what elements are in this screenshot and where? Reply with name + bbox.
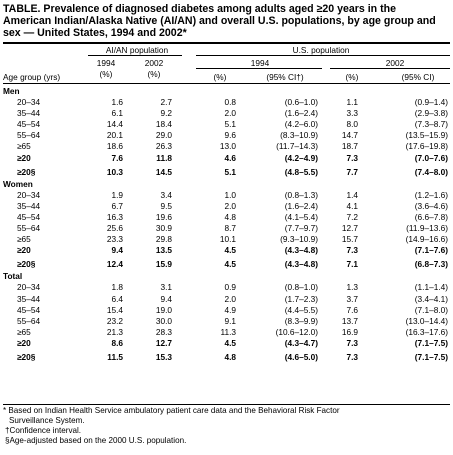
us-2002-year: 2002 xyxy=(385,58,405,68)
table-cell: 8.0 xyxy=(346,119,358,130)
footnote-dagger: †Confidence interval. xyxy=(5,426,82,435)
table-cell: 3.3 xyxy=(346,108,358,119)
table-cell: (0.9–1.4) xyxy=(414,97,448,107)
table-cell: 0.8 xyxy=(224,97,236,107)
table-cell: 26.3 xyxy=(155,141,172,152)
row-age-label: 35–44 xyxy=(17,293,41,304)
table-cell: (14.9–16.6) xyxy=(405,234,448,245)
footnote-section: §Age-adjusted based on the 2000 U.S. population. xyxy=(5,436,187,445)
table-cell: (0.6–1.0) xyxy=(284,97,318,107)
table-cell: 10.1 xyxy=(219,234,236,245)
table-cell: (9.3–10.9) xyxy=(280,234,318,245)
table-cell: (8.3–10.9) xyxy=(280,130,318,141)
table-cell: 16.9 xyxy=(341,326,358,337)
table-cell: (7.1–7.5) xyxy=(414,337,448,348)
us-2002-pct: (%) xyxy=(345,72,359,82)
table-cell: 4.9 xyxy=(224,304,236,315)
section-heading: Women xyxy=(3,178,33,189)
row-age-label: ≥20 xyxy=(17,152,31,163)
table-cell: (7.1–7.5) xyxy=(414,352,448,362)
table-cell: 1.3 xyxy=(346,282,358,293)
title-line-2: American Indian/Alaska Native (AI/AN) and overall U.S. populations, by age group and xyxy=(3,15,436,27)
table-cell: 1.4 xyxy=(346,189,358,200)
table-cell: 5.1 xyxy=(224,166,236,177)
table-cell: (16.3–17.6) xyxy=(405,326,448,337)
row-age-label: 20–34 xyxy=(17,189,41,200)
top-rule xyxy=(3,42,450,44)
table-cell: 28.3 xyxy=(155,326,172,337)
table-cell: 25.6 xyxy=(106,223,123,233)
table-cell: 14.7 xyxy=(341,130,358,141)
table-cell: 7.7 xyxy=(346,166,358,177)
bottom-rule xyxy=(3,404,450,405)
row-age-label: ≥20§ xyxy=(17,352,36,362)
table-cell: 0.9 xyxy=(224,282,236,293)
table-cell: 19.6 xyxy=(155,211,172,222)
table-cell: (17.6–19.8) xyxy=(405,141,448,152)
row-age-label: 35–44 xyxy=(17,108,41,119)
table-cell: 29.0 xyxy=(155,130,172,141)
table-cell: 29.8 xyxy=(155,234,172,245)
aian-population-header: AI/AN population xyxy=(105,45,169,55)
table-cell: 2.0 xyxy=(224,200,236,211)
table-cell: 8.6 xyxy=(111,337,123,348)
table-cell: 13.5 xyxy=(155,245,172,256)
table-cell: 2.0 xyxy=(224,293,236,304)
table-cell: (10.6–12.0) xyxy=(275,326,318,337)
footnote-star-1: * Based on Indian Health Service ambulatory patient care data and the Behavioral Risk Factor xyxy=(3,406,340,415)
table-cell: (1.7–2.3) xyxy=(284,293,318,304)
footnote-star-2: Surveillance System. xyxy=(9,416,85,425)
row-age-label: 45–54 xyxy=(17,211,41,222)
row-age-label: ≥20 xyxy=(17,337,31,348)
table-cell: 7.3 xyxy=(346,245,358,256)
table-cell: 21.3 xyxy=(106,326,123,337)
table-cell: (11.7–14.3) xyxy=(276,141,318,152)
table-cell: 19.0 xyxy=(155,304,172,315)
table-cell: 6.4 xyxy=(111,293,123,304)
row-age-label: 55–64 xyxy=(17,130,41,141)
us-2002-rule xyxy=(330,68,450,69)
table-cell: (7.4–8.0) xyxy=(414,166,448,177)
table-cell: 7.1 xyxy=(346,259,358,270)
table-cell: (4.8–5.5) xyxy=(284,166,318,177)
row-age-label: 20–34 xyxy=(17,97,41,107)
table-cell: 1.9 xyxy=(111,189,123,200)
table-cell: (4.1–5.4) xyxy=(284,211,318,222)
us-1994-rule xyxy=(196,68,322,69)
table-cell: (7.0–7.6) xyxy=(414,152,448,163)
table-cell: 4.5 xyxy=(224,337,236,348)
table-cell: 15.7 xyxy=(341,234,358,245)
row-age-label: ≥20§ xyxy=(17,259,36,270)
table-cell: 15.4 xyxy=(106,304,123,315)
table-cell: 3.1 xyxy=(160,282,172,293)
table-cell: (7.3–8.7) xyxy=(414,119,448,130)
table-cell: 9.5 xyxy=(160,200,172,211)
table-cell: (1.6–2.4) xyxy=(284,200,318,211)
table-cell: 2.7 xyxy=(160,97,172,107)
table-cell: (11.9–13.6) xyxy=(406,223,448,233)
aian-2002-pct: (%) xyxy=(147,69,161,79)
row-age-label: 35–44 xyxy=(17,200,41,211)
table-cell: 5.1 xyxy=(224,119,236,130)
table-cell: 4.5 xyxy=(224,259,236,270)
title-line-3: sex — United States, 1994 and 2002* xyxy=(3,27,187,39)
row-age-label: 45–54 xyxy=(17,119,41,130)
row-age-label: 55–64 xyxy=(17,223,41,233)
table-cell: 15.3 xyxy=(155,352,172,362)
table-cell: 20.1 xyxy=(106,130,123,141)
aian-1994-year: 1994 xyxy=(96,58,116,68)
aian-2002-year: 2002 xyxy=(144,58,164,68)
table-cell: 11.8 xyxy=(156,152,172,163)
table-cell: (2.9–3.8) xyxy=(414,108,448,119)
table-cell: 8.7 xyxy=(224,223,236,233)
table-cell: 4.1 xyxy=(346,200,358,211)
table-cell: 12.7 xyxy=(155,337,172,348)
table-cell: 12.7 xyxy=(341,223,358,233)
aian-1994-pct: (%) xyxy=(99,69,113,79)
table-cell: 14.4 xyxy=(106,119,123,130)
table-cell: 1.0 xyxy=(224,189,236,200)
table-cell: 11.3 xyxy=(220,326,236,337)
table-cell: (3.6–4.6) xyxy=(414,200,448,211)
us-header-rule xyxy=(196,55,450,56)
table-cell: 7.6 xyxy=(111,152,123,163)
table-cell: 16.3 xyxy=(106,211,123,222)
table-cell: 14.5 xyxy=(155,166,172,177)
table-cell: (6.6–7.8) xyxy=(414,211,448,222)
table-cell: 23.3 xyxy=(106,234,123,245)
table-cell: (7.1–7.6) xyxy=(414,245,448,256)
table-cell: 7.3 xyxy=(346,337,358,348)
section-heading: Men xyxy=(3,86,20,96)
table-cell: 3.4 xyxy=(160,189,172,200)
table-cell: 23.2 xyxy=(106,315,123,326)
table-cell: (13.5–15.9) xyxy=(405,130,448,141)
table-cell: (4.3–4.8) xyxy=(284,259,318,270)
table-cell: (3.4–4.1) xyxy=(414,293,448,304)
table-cell: (4.2–6.0) xyxy=(284,119,318,130)
table-cell: 13.7 xyxy=(341,315,358,326)
table-cell: 4.8 xyxy=(224,211,236,222)
us-1994-year: 1994 xyxy=(250,58,270,68)
table-cell: (8.3–9.9) xyxy=(284,315,318,326)
table-cell: (7.1–8.0) xyxy=(414,304,448,315)
table-cell: 4.6 xyxy=(224,152,236,163)
age-group-header: Age group (yrs) xyxy=(3,72,61,82)
us-1994-pct: (%) xyxy=(213,72,227,82)
table-cell: (1.6–2.4) xyxy=(284,108,318,119)
row-age-label: ≥20§ xyxy=(17,166,36,177)
table-cell: 9.2 xyxy=(160,108,172,119)
row-age-label: ≥65 xyxy=(17,326,31,337)
row-age-label: 45–54 xyxy=(17,304,41,315)
row-age-label: 55–64 xyxy=(17,315,41,326)
table-cell: 7.2 xyxy=(346,211,358,222)
table-cell: 1.6 xyxy=(111,97,123,107)
title-line-1: TABLE. Prevalence of diagnosed diabetes among adults aged ≥20 years in the xyxy=(3,3,396,15)
table-cell: (7.7–9.7) xyxy=(284,223,318,233)
table-cell: 30.9 xyxy=(155,223,172,233)
section-heading: Total xyxy=(3,271,23,282)
row-age-label: ≥65 xyxy=(17,141,31,152)
table-cell: 9.4 xyxy=(111,245,123,256)
table-cell: (6.8–7.3) xyxy=(414,259,448,270)
table-cell: (13.0–14.4) xyxy=(405,315,448,326)
table-cell: 18.6 xyxy=(106,141,123,152)
table-cell: 2.0 xyxy=(224,108,236,119)
table-cell: (4.6–5.0) xyxy=(284,352,318,362)
table-cell: 6.1 xyxy=(111,108,123,119)
table-cell: 10.3 xyxy=(106,166,123,177)
table-cell: 7.3 xyxy=(346,152,358,163)
us-population-header: U.S. population xyxy=(292,45,350,55)
us-1994-ci-header: (95% CI†) xyxy=(266,72,304,82)
row-age-label: 20–34 xyxy=(17,282,41,293)
header-bottom-rule xyxy=(3,83,450,84)
table-cell: 13.0 xyxy=(219,141,236,152)
table-cell: 6.7 xyxy=(111,200,123,211)
table-cell: 4.8 xyxy=(224,352,236,362)
table-cell: 18.7 xyxy=(341,141,358,152)
table-title xyxy=(3,3,450,39)
table-cell: 9.1 xyxy=(224,315,236,326)
table-cell: 1.1 xyxy=(346,97,358,107)
us-2002-ci-header: (95% CI) xyxy=(401,72,435,82)
table-cell: (4.2–4.9) xyxy=(284,152,318,163)
aian-header-rule xyxy=(88,55,182,56)
table-cell: 7.6 xyxy=(346,304,358,315)
table-cell: 12.4 xyxy=(106,259,123,270)
table-cell: 7.3 xyxy=(346,352,358,362)
table-cell: 18.4 xyxy=(155,119,172,130)
table-cell: 11.5 xyxy=(107,352,123,362)
table-cell: (4.3–4.7) xyxy=(284,337,318,348)
row-age-label: ≥20 xyxy=(17,245,31,256)
table-cell: 30.0 xyxy=(155,315,172,326)
table-cell: 15.9 xyxy=(155,259,172,270)
table-cell: 1.8 xyxy=(111,282,123,293)
table-cell: (1.1–1.4) xyxy=(414,282,448,293)
row-age-label: ≥65 xyxy=(17,234,31,245)
table-cell: 4.5 xyxy=(224,245,236,256)
table-cell: (0.8–1.3) xyxy=(284,189,318,200)
table-cell: 3.7 xyxy=(346,293,358,304)
table-cell: (4.3–4.8) xyxy=(284,245,318,256)
table-cell: 9.6 xyxy=(224,130,236,141)
table-cell: (0.8–1.0) xyxy=(284,282,318,293)
table-cell: (4.4–5.5) xyxy=(284,304,318,315)
table-cell: 9.4 xyxy=(160,293,172,304)
table-cell: (1.2–1.6) xyxy=(414,189,448,200)
